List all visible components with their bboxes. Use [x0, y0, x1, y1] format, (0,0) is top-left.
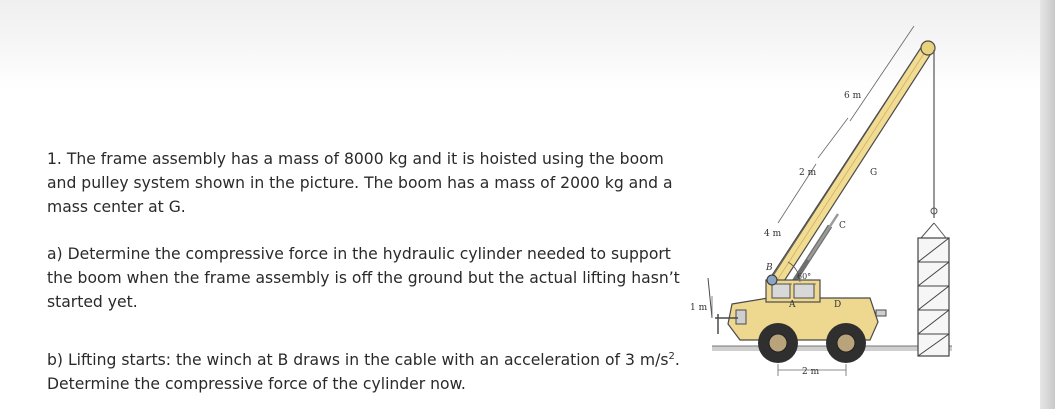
front-wheel	[826, 323, 866, 363]
label-c: C	[839, 221, 846, 231]
problem-part-a: a) Determine the compressive force in the hydraulic cylinder needed to support the boom when the frame assembly is off the ground but the actual lifting hasn’t started yet.	[47, 245, 680, 311]
winch-cable	[773, 48, 921, 276]
crane-figure	[688, 18, 1033, 388]
winch-b	[767, 275, 777, 285]
label-g: G	[870, 168, 878, 178]
pulley-wheel	[921, 41, 935, 55]
boom-centerline	[774, 49, 927, 285]
problem-part-b	[47, 345, 687, 396]
part-b-text-end: . Determine the compressive force of the cylinder now.	[47, 351, 680, 394]
label-six-m: 6 m	[844, 91, 862, 101]
label-angle: 60°	[797, 272, 812, 281]
label-b: B	[766, 263, 773, 273]
label-four-m: 4 m	[764, 229, 782, 239]
dim-two-m-upper	[818, 118, 848, 158]
part-b-exponent: 2	[668, 351, 675, 362]
label-two-m-upper: 2 m	[799, 168, 817, 178]
part-b-text: b) Lifting starts: the winch at B draws in the cable with an acceleration of 3 m/s	[47, 351, 669, 370]
label-one-m: 1 m	[690, 303, 708, 313]
problem-intro: 1. The frame assembly has a mass of 8000 kg and it is hoisted using the boom and pulley system shown in the picture. The boom has a mass of 2000 kg and a mass center at G.	[47, 150, 673, 216]
label-a: A	[789, 300, 796, 310]
right-edge-strip	[1040, 0, 1055, 409]
boom	[767, 46, 932, 289]
problem-statement	[47, 147, 687, 396]
label-d: D	[834, 300, 842, 310]
rear-wheel	[758, 323, 798, 363]
label-two-m-lower: 2 m	[802, 367, 820, 377]
frame-assembly	[918, 223, 949, 356]
